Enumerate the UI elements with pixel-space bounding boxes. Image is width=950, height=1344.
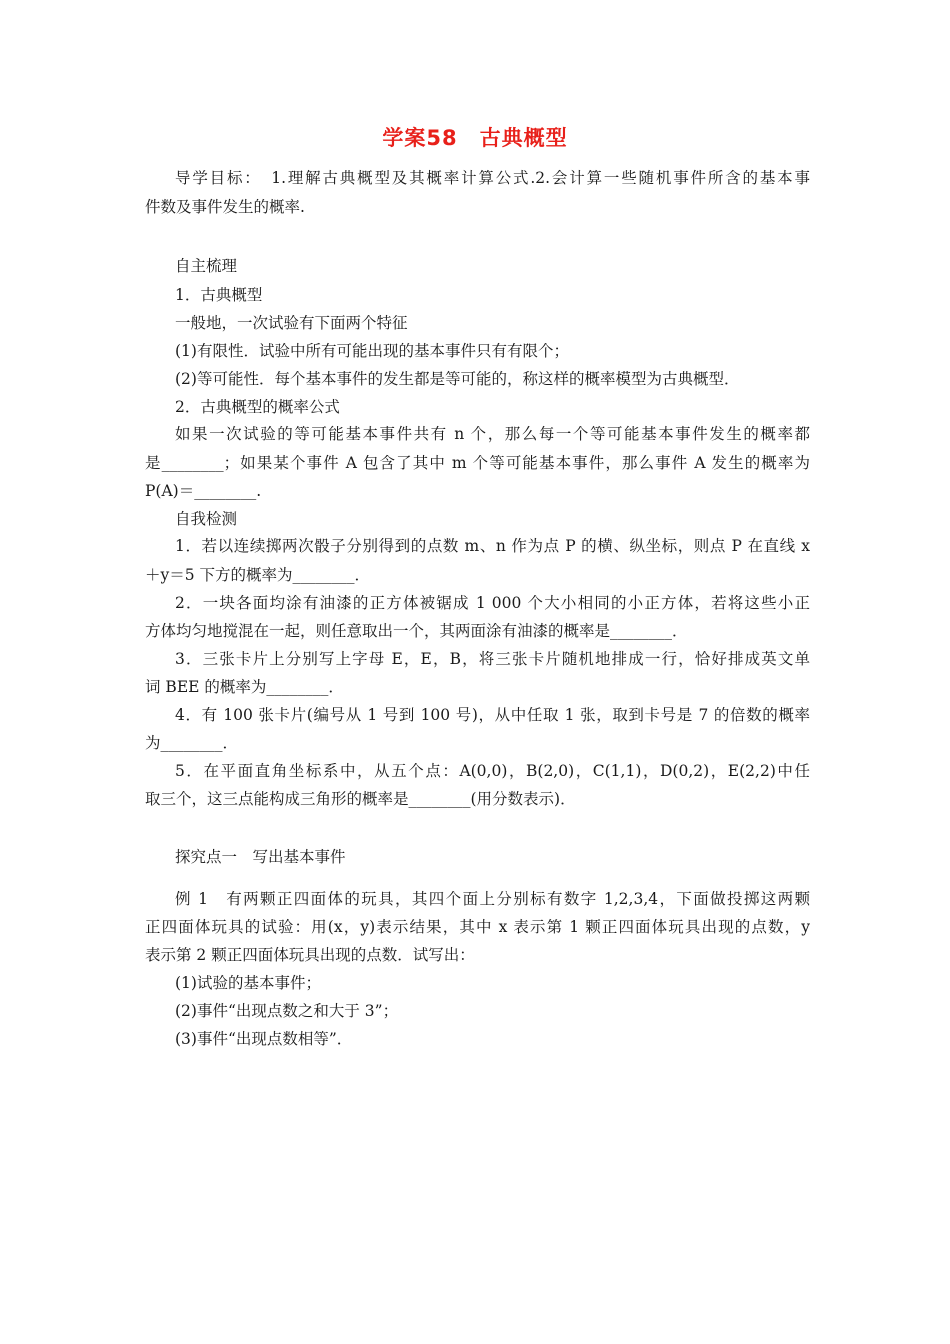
question-1-line-2: ＋y＝5 下方的概率为________． bbox=[145, 566, 371, 584]
review-heading: 自主梳理 bbox=[175, 257, 238, 275]
question-2-line-2: 方体均匀地搅混在一起，则任意取出一个，其两面涂有油漆的概率是________． bbox=[145, 622, 688, 640]
section2-line-3: P(A)＝________. bbox=[145, 482, 262, 500]
section1-heading: 1．古典概型 bbox=[175, 286, 263, 304]
example-1-line-2: 正四面体玩具的试验：用(x，y)表示结果，其中 x 表示第 1 颗正四面体玩具出现的点数，y bbox=[145, 918, 810, 936]
example-1-line-3: 表示第 2 颗正四面体玩具出现的点数．试写出： bbox=[145, 946, 475, 964]
question-1-line-1: 1．若以连续掷两次骰子分别得到的点数 m、n 作为点 P 的横、纵坐标，则点 P 在直线 x bbox=[175, 537, 810, 555]
question-5-line-2: 取三个，这三点能构成三角形的概率是________(用分数表示)． bbox=[145, 790, 576, 808]
section1-point-1: (1)有限性．试验中所有可能出现的基本事件只有有限个； bbox=[175, 342, 569, 360]
goals-line-1: 导学目标： 1.理解古典概型及其概率计算公式.2.会计算一些随机事件所含的基本事 bbox=[175, 169, 810, 187]
question-3-line-2: 词 BEE 的概率为________． bbox=[145, 678, 344, 696]
example-1-part-2: (2)事件“出现点数之和大于 3”； bbox=[175, 1002, 399, 1020]
example-1-part-3: (3)事件“出现点数相等”． bbox=[175, 1030, 353, 1048]
question-2-line-1: 2．一块各面均涂有油漆的正方体被锯成 1 000 个大小相同的小正方体，若将这些小正 bbox=[175, 594, 810, 612]
goals-line-2: 件数及事件发生的概率. bbox=[145, 198, 305, 216]
section2-line-2: 是________；如果某个事件 A 包含了其中 m 个等可能基本事件，那么事件 A 发生的概率为 bbox=[145, 454, 810, 472]
explore-heading: 探究点一 写出基本事件 bbox=[175, 848, 346, 866]
section2-line-1: 如果一次试验的等可能基本事件共有 n 个，那么每一个等可能基本事件发生的概率都 bbox=[175, 425, 810, 443]
example-1-line-1: 例 1 有两颗正四面体的玩具，其四个面上分别标有数字 1,2,3,4，下面做投掷这两颗 bbox=[175, 890, 810, 908]
question-4-line-1: 4．有 100 张卡片(编号从 1 号到 100 号)，从中任取 1 张，取到卡号是 7 的倍数的概率 bbox=[175, 706, 810, 724]
page-title: 学案58 古典概型 bbox=[382, 126, 568, 150]
section1-point-2: (2)等可能性．每个基本事件的发生都是等可能的，称这样的概率模型为古典概型． bbox=[175, 370, 740, 388]
question-3-line-1: 3．三张卡片上分别写上字母 E，E，B，将三张卡片随机地排成一行，恰好排成英文单 bbox=[175, 650, 810, 668]
question-5-line-1: 5．在平面直角坐标系中，从五个点：A(0,0)，B(2,0)，C(1,1)，D(0,2)，E(2,2)中任 bbox=[175, 762, 810, 780]
selfcheck-heading: 自我检测 bbox=[175, 510, 238, 528]
section1-intro: 一般地，一次试验有下面两个特征 bbox=[175, 314, 408, 332]
question-4-line-2: 为________． bbox=[145, 734, 239, 752]
example-1-part-1: (1)试验的基本事件； bbox=[175, 974, 321, 992]
section2-heading: 2．古典概型的概率公式 bbox=[175, 398, 340, 416]
